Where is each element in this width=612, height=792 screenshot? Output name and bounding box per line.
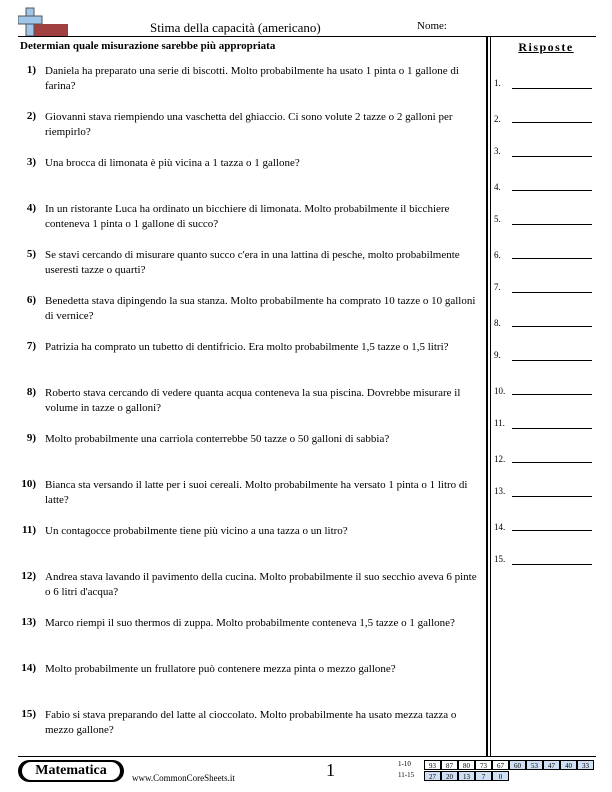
question-number: 11) [21, 524, 36, 536]
name-label: Nome: [417, 20, 447, 32]
question-text: Bianca sta versando il latte per i suoi cereali. Molto probabilmente ha versato 1 pinta o 1 litro di latte? [45, 479, 468, 506]
question-number: 7) [26, 340, 36, 352]
page-title: Stima della capacità (americano) [150, 20, 321, 35]
question-text: Un contagocce probabilmente tiene più vicino a una tazza o un litro? [45, 525, 348, 537]
score-cell: 47 [543, 760, 560, 770]
answer-line[interactable] [512, 564, 592, 565]
question-number: 15) [21, 708, 36, 720]
logo [18, 6, 70, 38]
answer-number: 13. [494, 486, 506, 496]
score-cell: 27 [424, 771, 441, 781]
question-number: 9) [26, 432, 36, 444]
question-text: Roberto stava cercando di vedere quanta acqua conteneva la sua piscina. Dovrebbe misurare il volume in tazze o galloni? [45, 387, 461, 414]
score-cell: 60 [509, 760, 526, 770]
score-range: 11-15 [398, 771, 415, 779]
score-cell: 67 [492, 760, 509, 770]
question-text: In un ristorante Luca ha ordinato un bicchiere di limonata. Molto probabilmente il bicchiere conteneva 1 pinta o 1 gallone di succo? [45, 203, 450, 230]
answer-number: 4. [494, 182, 501, 192]
question-text: Andrea stava lavando il pavimento della cucina. Molto probabilmente il suo secchio aveva 6 pinte o 6 litri d'acqua? [45, 571, 477, 598]
answer-line[interactable] [512, 88, 592, 89]
answer-line[interactable] [512, 428, 592, 429]
score-cell: 33 [577, 760, 594, 770]
header-divider [18, 36, 596, 37]
answer-number: 12. [494, 454, 506, 464]
score-cell: 93 [424, 760, 441, 770]
answer-number: 6. [494, 250, 501, 260]
answer-number: 7. [494, 282, 501, 292]
score-cell: 73 [475, 760, 492, 770]
score-cell: 13 [458, 771, 475, 781]
score-cell: 40 [560, 760, 577, 770]
question-number: 1) [26, 64, 36, 76]
answer-line[interactable] [512, 258, 592, 259]
answer-line[interactable] [512, 190, 592, 191]
answer-number: 14. [494, 522, 506, 532]
question-number: 13) [21, 616, 36, 628]
question-number: 12) [21, 570, 36, 582]
answer-line[interactable] [512, 224, 592, 225]
score-cell: 7 [475, 771, 492, 781]
brand-label: Matematica [22, 762, 120, 780]
column-divider-inner [490, 37, 491, 757]
answer-line[interactable] [512, 462, 592, 463]
score-cell: 0 [492, 771, 509, 781]
question-text: Marco riempì il suo thermos di zuppa. Molto probabilmente conteneva 1,5 tazze o 1 gallone? [45, 617, 455, 629]
answer-number: 3. [494, 146, 501, 156]
instructions: Determian quale misurazione sarebbe più appropriata [20, 40, 276, 52]
answer-line[interactable] [512, 394, 592, 395]
answer-number: 15. [494, 554, 506, 564]
question-text: Se stavi cercando di misurare quanto succo c'era in una lattina di pesche, molto probabilmente useresti tazze o quarti? [45, 249, 460, 276]
question-text: Benedetta stava dipingendo la sua stanza. Molto probabilmente ha comprato 10 tazze o 10 galloni di vernice? [45, 295, 476, 322]
answers-header: Risposte [518, 40, 574, 54]
answer-number: 10. [494, 386, 506, 396]
question-text: Fabio si stava preparando del latte al cioccolato. Molto probabilmente ha usato mezza tazza o mezzo gallone? [45, 709, 457, 736]
answer-line[interactable] [512, 496, 592, 497]
question-number: 3) [26, 156, 36, 168]
answer-line[interactable] [512, 360, 592, 361]
answer-line[interactable] [512, 122, 592, 123]
question-number: 10) [21, 478, 36, 490]
footer-divider [18, 756, 596, 757]
question-number: 2) [26, 110, 36, 122]
question-text: Giovanni stava riempiendo una vaschetta del ghiaccio. Ci sono volute 2 tazze o 2 galloni per riempirlo? [45, 111, 453, 138]
answer-line[interactable] [512, 326, 592, 327]
answer-number: 1. [494, 78, 501, 88]
answer-line[interactable] [512, 156, 592, 157]
question-text: Molto probabilmente una carriola conterrebbe 50 tazze o 50 galloni di sabbia? [45, 433, 390, 445]
question-number: 4) [26, 202, 36, 214]
answer-line[interactable] [512, 292, 592, 293]
site-url: www.CommonCoreSheets.it [132, 773, 235, 783]
column-divider [486, 37, 488, 757]
answer-line[interactable] [512, 530, 592, 531]
question-text: Patrizia ha comprato un tubetto di dentifricio. Era molto probabilmente 1,5 tazze o 1,5 litri? [45, 341, 449, 353]
score-cell: 20 [441, 771, 458, 781]
question-text: Daniela ha preparato una serie di biscotti. Molto probabilmente ha usato 1 pinta o 1 gallone di farina? [45, 65, 459, 92]
answer-number: 11. [494, 418, 505, 428]
question-number: 5) [26, 248, 36, 260]
question-number: 8) [26, 386, 36, 398]
question-number: 6) [26, 294, 36, 306]
answer-number: 2. [494, 114, 501, 124]
question-text: Una brocca di limonata è più vicina a 1 tazza o 1 gallone? [45, 157, 300, 169]
score-cell: 80 [458, 760, 475, 770]
score-cell: 53 [526, 760, 543, 770]
answer-number: 9. [494, 350, 501, 360]
question-number: 14) [21, 662, 36, 674]
score-cell: 87 [441, 760, 458, 770]
answer-number: 8. [494, 318, 501, 328]
score-range: 1-10 [398, 760, 411, 768]
question-text: Molto probabilmente un frullatore può contenere mezza pinta o mezzo gallone? [45, 663, 396, 675]
page-number: 1 [326, 760, 335, 780]
answer-number: 5. [494, 214, 501, 224]
